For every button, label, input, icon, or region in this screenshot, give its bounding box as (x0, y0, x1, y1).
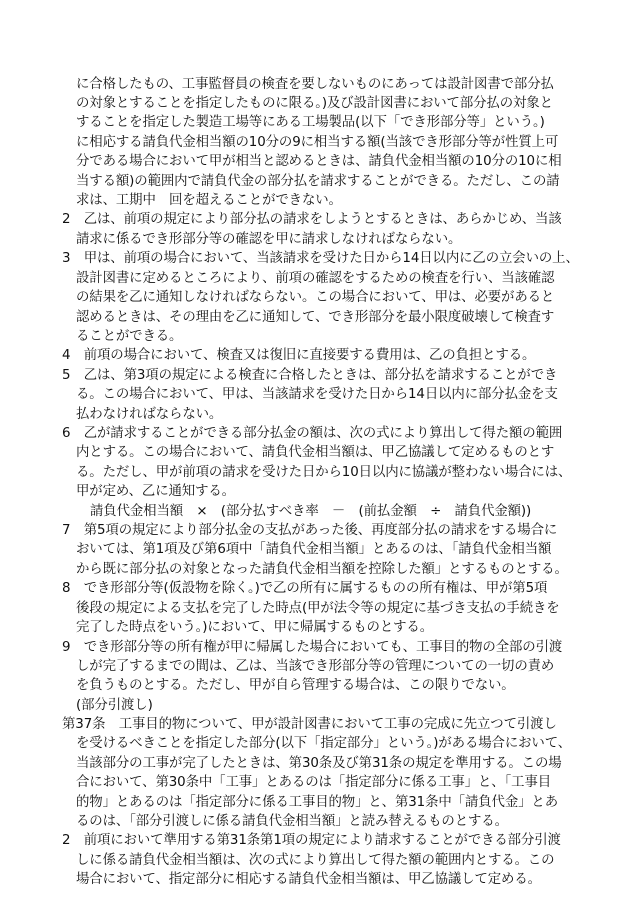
text-line: る。この場合において、甲は、当該請求を受けた日から14日以内に部分払金を支 (76, 387, 558, 402)
text-line: 合において、第30条中「工事」とあるのは「指定部分に係る工事」と、「工事目 (76, 775, 552, 790)
text-line: るのは、「部分引渡しに係る請負代金相当額」と読み替えるものとする。 (76, 814, 508, 829)
text-line: おいては、第1項及び第6項中「請負代金相当額」とあるのは、「請負代金相当額 (76, 542, 552, 557)
text-line: 的物」とあるのは「指定部分に係る工事目的物」と、第31条中「請負代金」とあ (76, 795, 559, 810)
text-line: ることができる。 (76, 329, 183, 344)
text-line: 2 乙は、前項の規定により部分払の請求をしようとするときは、あらかじめ、当該 (62, 212, 562, 227)
text-line: 第37条 工事目的物について、甲が設計図書において工事の完成に先立つて引渡し (62, 717, 557, 732)
text-line: 場合において、指定部分に相応する請負代金相当額は、甲乙協議して定める。 (76, 872, 541, 887)
text-line: の結果を乙に通知しなければならない。この場合において、甲は、必要があると (76, 290, 555, 305)
text-line: 設計図書に定めるところにより、前項の確認をするための検査を行い、当該確認 (76, 271, 555, 286)
text-line: しに係る請負代金相当額は、次の式により算出して得た額の範囲内とする。この (76, 853, 555, 868)
text-line: (部分引渡し) (76, 698, 153, 713)
text-line: 請負代金相当額 × (部分払すべき率 － (前払金額 ÷ 請負代金額)) (90, 504, 532, 519)
text-line: 内とする。この場合において、請負代金相当額は、甲乙協議して定めるものとす (76, 445, 555, 460)
text-line: 請求に係るでき形部分等の確認を甲に請求しなければならない。 (76, 232, 462, 247)
text-line: に合格したもの、工事監督員の検査を要しないものにあっては設計図書で部分払 (76, 77, 554, 92)
text-line: の対象とすることを指定したものに限る。)及び設計図書において部分払の対象と (76, 96, 553, 111)
text-line: 後段の規定による支払を完了した時点(甲が法令等の規定に基づき支払の手続きを (76, 601, 560, 616)
text-line: 9 でき形部分等の所有権が甲に帰属した場合においても、工事目的物の全部の引渡 (62, 640, 563, 655)
text-line: 分である場合において甲が相当と認めるときは、請負代金相当額の10分の10に相 (76, 154, 562, 169)
text-line: から既に部分払の対象となった請負代金相当額を控除した額」とするものとする。 (76, 562, 568, 577)
text-line: 5 乙は、第3項の規定による検査に合格したときは、部分払を請求することができ (62, 368, 558, 383)
text-line: 払わなければならない。 (76, 407, 223, 422)
text-line: 2 前項において準用する第31条第1項の規定により請求することができる部分引渡 (62, 833, 561, 848)
text-line: に相応する請負代金相当額の10分の9に相当する額(当該でき形部分等が性質上可 (76, 135, 559, 150)
text-line: 8 でき形部分等(仮設物を除く。)で乙の所有に属するものの所有権は、甲が第5項 (62, 581, 548, 596)
text-line: 求は、工期中 回を超えることができない。 (76, 193, 342, 208)
text-line: 4 前項の場合において、検査又は復旧に直接要する費用は、乙の負担とする。 (62, 348, 536, 363)
text-line: を負うものとする。ただし、甲が自ら管理する場合は、この限りでない。 (76, 678, 515, 693)
text-line: 7 第5項の規定により部分払金の支払があった後、再度部分払の請求をする場合に (62, 523, 558, 538)
text-line: を受けるべきことを指定した部分(以下「指定部分」という。)がある場合において、 (76, 736, 572, 751)
text-line: しが完了するまでの間は、乙は、当該でき形部分等の管理についての一切の責め (76, 659, 555, 674)
text-line: 当該部分の工事が完了したときは、第30条及び第31条の規定を準用する。この場 (76, 756, 562, 771)
text-line: することを指定した製造工場等にある工場製品(以下「でき形部分等」という。) (76, 115, 545, 130)
text-line: 3 甲は、前項の場合において、当該請求を受けた日から14日以内に乙の立会いの上、 (62, 251, 579, 266)
text-line: 当する額)の範囲内で請負代金の部分払を請求することができる。ただし、この請 (76, 174, 560, 189)
text-line: 認めるときは、その理由を乙に通知して、でき形部分を最小限度破壊して検査す (76, 310, 555, 325)
text-line: 甲が定め、乙に通知する。 (76, 484, 235, 499)
text-line: る。ただし、甲が前項の請求を受けた日から10日以内に協議が整わない場合には、 (76, 465, 572, 480)
text-line: 完了した時点をいう。)において、甲に帰属するものとする。 (76, 620, 434, 635)
text-line: 6 乙が請求することができる部分払金の額は、次の式により算出して得た額の範囲 (62, 426, 563, 441)
